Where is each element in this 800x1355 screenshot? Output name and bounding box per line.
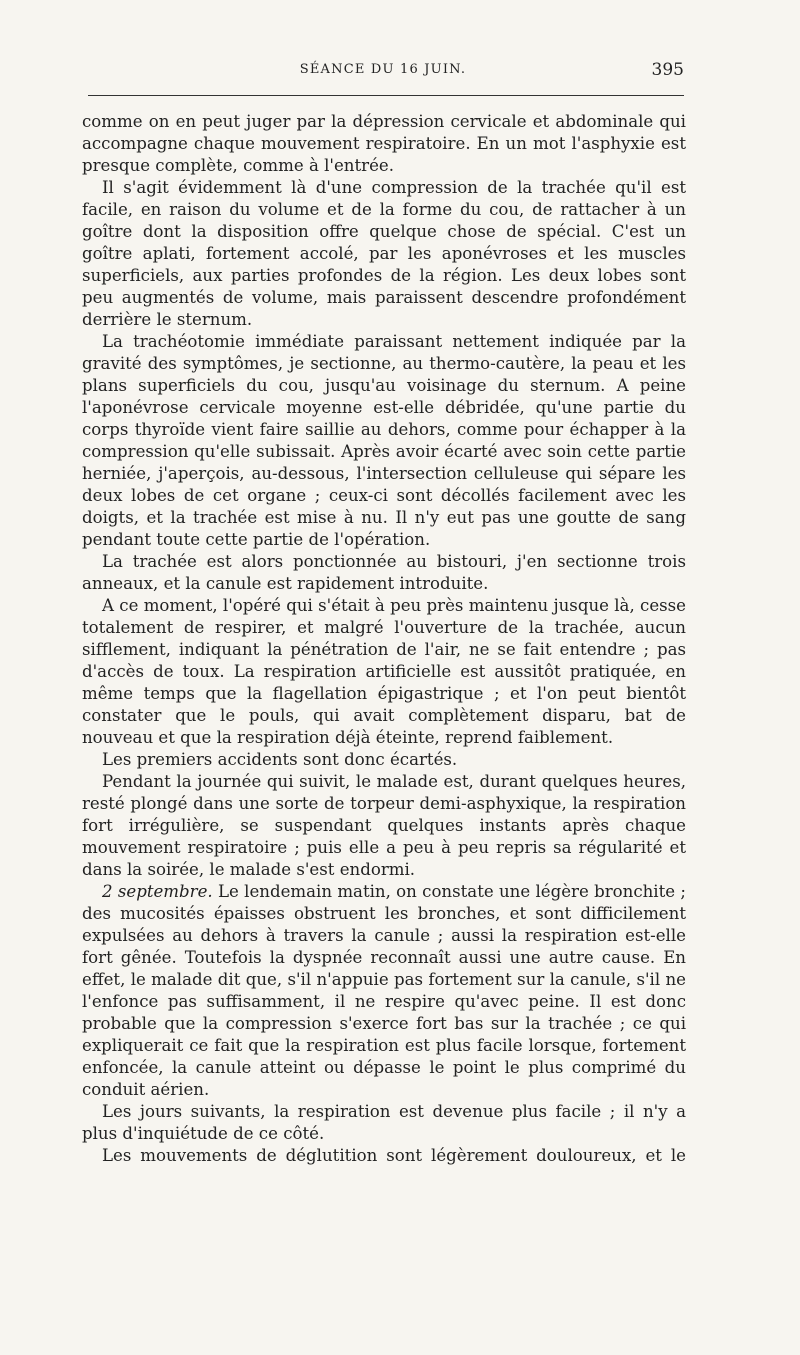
paragraph: Les premiers accidents sont donc écartés.	[102, 750, 458, 769]
paragraph-dated	[82, 881, 686, 1101]
header-rule	[88, 95, 684, 96]
running-title: SÉANCE DU 16 JUIN.	[299, 62, 467, 77]
paragraph: Les jours suivants, la respiration est devenue plus facile ; il n'y a plus d'inquiétude de ce côté.	[82, 1102, 686, 1143]
date-label: 2 septembre.	[102, 882, 213, 901]
body-text	[82, 111, 686, 1167]
paragraph: Pendant la journée qui suivit, le malade est, durant quelques heures, resté plongé dans une sorte de torpeur demi-asphyxique, la respiration fort irrégulière, se suspendant quelques instants après chaque mouvement respiratoire ; puis elle a peu à peu repris sa régularité et dans la soirée, le malade s'est endormi.	[82, 772, 686, 879]
paragraph: Les mouvements de déglutition sont légèrement douloureux, et le	[102, 1146, 686, 1165]
paragraph: A ce moment, l'opéré qui s'était à peu près maintenu jusque là, cesse totalement de respirer, et malgré l'ouverture de la trachée, aucun sifflement, indiquant la pénétration de l'air, ne se fait entendre ; pas d'accès de toux. La respiration artificielle est aussitôt pratiquée, en même temps que la flagellation épigastrique ; et l'on peut bientôt constater que le pouls, qui avait complètement disparu, bat de nouveau et que la respiration déjà éteinte, reprend faiblement.	[82, 596, 686, 747]
paragraph: La trachéotomie immédiate paraissant nettement indiquée par la gravité des symptômes, je sectionne, au thermo-cautère, la peau et les plans superficiels du cou, jusqu'au voisinage du sternum. A peine l'aponévrose cervicale moyenne est-elle débridée, qu'une partie du corps thyroïde vient faire saillie au dehors, comme pour échapper à la compression qu'elle subissait. Après avoir écarté avec soin cette partie herniée, j'aperçois, au-dessous, l'intersection celluleuse qui sépare les deux lobes de cet organe ; ceux-ci sont décollés facilement avec les doigts, et la trachée est mise à nu. Il n'y eut pas une goutte de sang pendant toute cette partie de l'opération.	[82, 332, 686, 549]
paragraph-text: Le lendemain matin, on constate une légère bronchite ; des mucosités épaisses obstruent les bronches, et sont difficilement expulsées au dehors à travers la canule ; aussi la respiration est-elle fort gênée. Toutefois la dyspnée reconnaît aussi une autre cause. En effet, le malade dit que, s'il n'appuie pas fortement sur la canule, s'il ne l'enfonce pas suffisamment, il ne respire qu'avec peine. Il est donc probable que la compression s'exerce fort bas sur la trachée ; ce qui expliquerait ce fait que la respiration est plus facile lorsque, fortement enfoncée, la canule atteint ou dépasse le point le plus comprimé du conduit aérien.	[82, 882, 686, 1099]
page-header	[82, 58, 684, 86]
paragraph: La trachée est alors ponctionnée au bistouri, j'en sectionne trois anneaux, et la canule est rapidement introduite.	[82, 552, 686, 593]
page-number: 395	[651, 60, 684, 80]
paragraph: comme on en peut juger par la dépression cervicale et abdominale qui accompagne chaque mouvement respiratoire. En un mot l'asphyxie est presque complète, comme à l'entrée.	[82, 112, 686, 175]
paragraph: Il s'agit évidemment là d'une compression de la trachée qu'il est facile, en raison du volume et de la forme du cou, de rattacher à un goître dont la disposition offre quelque chose de spécial. C'est un goître aplati, fortement accolé, par les aponévroses et les muscles superficiels, aux parties profondes de la région. Les deux lobes sont peu augmentés de volume, mais paraissent descendre profondément derrière le sternum.	[82, 178, 686, 329]
